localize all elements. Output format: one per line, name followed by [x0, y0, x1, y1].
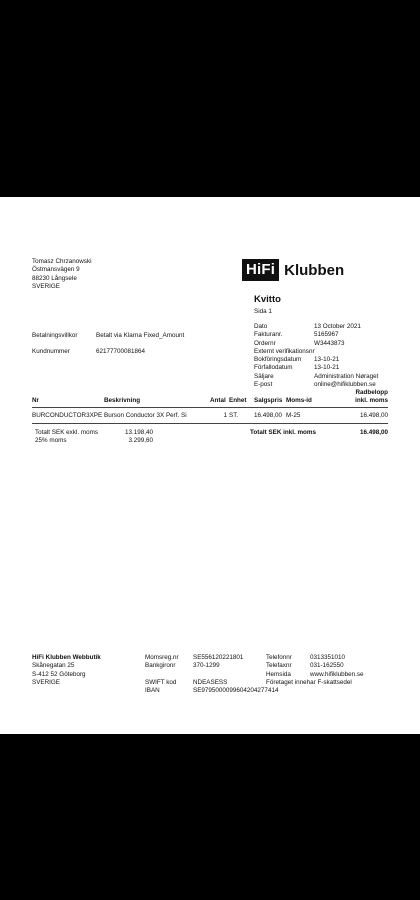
vat-label: 25% moms: [35, 437, 67, 444]
receipt-page: [0, 197, 420, 734]
customer-number-label: Kundnummer: [32, 348, 70, 355]
row-unit: ST.: [229, 412, 239, 419]
footer-label-fax: Telefaxnr: [266, 662, 292, 670]
header-total-line2: inkl. moms: [355, 397, 388, 405]
row-nr: BURCONDUCTOR3XPE: [32, 412, 103, 419]
row-description: Burson Conductor 3X Perf. Si: [104, 412, 187, 419]
meta-value-due: 13-10-21: [314, 364, 340, 372]
footer-value-vatreg: SE556120221801: [193, 654, 244, 661]
customer-address: [32, 258, 92, 291]
meta-value-booking: 13-10-21: [314, 356, 340, 364]
footer-label-blank: [145, 671, 179, 679]
footer-label-phone: Telefonnr: [266, 654, 292, 661]
footer-label-iban: IBAN: [145, 687, 160, 695]
meta-value-seller: Administration Nøraget: [314, 372, 379, 380]
meta-label-due: Förfallodatum: [254, 364, 293, 372]
meta-label-email: E-post: [254, 381, 273, 389]
header-unit: Enhet: [229, 397, 247, 404]
meta-label-order: Ordernr: [254, 339, 276, 347]
footer-company-name: HiFi Klubben Webbutik: [32, 654, 101, 661]
header-nr: Nr: [32, 397, 39, 404]
payment-terms-label: Betalningsvillkor: [32, 332, 78, 339]
footer-value-iban: SE9795000099604204277414: [193, 687, 279, 695]
footer-label-web: Hemsida: [266, 670, 291, 678]
meta-values: [314, 323, 378, 389]
footer-label-swift: SWIFT kod: [145, 678, 177, 686]
meta-label-date: Dato: [254, 323, 268, 330]
meta-label-invoice: Fakturanr.: [254, 331, 283, 339]
footer-right-values: [310, 654, 364, 679]
footer-street: Skånegatan 25: [32, 662, 75, 670]
footer-mid-labels: [145, 654, 179, 695]
meta-value-date: 13 October 2021: [314, 323, 361, 330]
row-quantity: 1: [223, 412, 227, 419]
total-excl-label: Totalt SEK exkl. moms: [35, 429, 98, 436]
meta-value-external: [314, 348, 378, 356]
footer-label-bankgiro: Bankgironr: [145, 662, 176, 670]
header-total-line1: Radbelopp: [355, 389, 388, 396]
header-description: Beskrivning: [104, 397, 141, 404]
header-quantity: Antal: [210, 397, 226, 404]
header-total: [340, 389, 388, 406]
footer-label-vatreg: Momsreg.nr: [145, 654, 179, 661]
meta-value-email: online@hifiklubben.se: [314, 381, 376, 389]
payment-terms-value: Betalt via Klarna Fixed_Amount: [96, 332, 185, 339]
meta-label-booking: Bokföringsdatum: [254, 356, 302, 364]
footer-country: SVERIGE: [32, 678, 60, 686]
total-incl-label: Totalt SEK inkl. moms: [250, 429, 317, 436]
header-divider: [32, 407, 388, 408]
page-number: Sida 1: [254, 308, 272, 315]
header-vat: Moms-id: [286, 397, 312, 404]
customer-country: SVERIGE: [32, 282, 60, 290]
vat-value: 3.299,60: [128, 437, 153, 444]
footer-value-fax: 031-162550: [310, 662, 344, 670]
meta-label-seller: Säljare: [254, 372, 274, 380]
footer-value-web: www.hifiklubben.se: [310, 670, 364, 678]
footer-right-labels: [266, 654, 292, 679]
header-price: Salgspris: [254, 397, 283, 404]
row-divider: [32, 423, 388, 424]
hifi-klubben-logo: [242, 259, 344, 281]
meta-labels: [254, 323, 315, 389]
total-excl-value: 13.198,40: [124, 429, 153, 436]
row-vat: M-25: [286, 412, 301, 419]
customer-postal: 88230 Långsele: [32, 274, 77, 282]
logo-mark: HiFi: [242, 259, 279, 281]
footer-postal: S-412 52 Göteborg: [32, 670, 86, 678]
customer-street: Östmansvägen 9: [32, 266, 80, 274]
footer-value-phone: 0313351010: [310, 654, 346, 661]
row-total: 16.498,00: [359, 412, 388, 419]
footer-tax-note: Företaget innehar F-skattsedel: [266, 679, 352, 686]
row-price: 16.498,00: [254, 412, 283, 419]
customer-number-value: 62177700081864: [96, 348, 146, 355]
footer-value-swift: NDEASESS: [193, 678, 228, 686]
meta-value-invoice: 5165967: [314, 331, 339, 339]
customer-name: Tomasz Chrzanowski: [32, 258, 92, 265]
meta-value-order: W3443873: [314, 339, 345, 347]
footer-value-bankgiro: 370-1299: [193, 662, 220, 670]
meta-label-external: Externt verifikationsnr: [254, 347, 315, 355]
document-title: Kvitto: [254, 294, 281, 305]
logo-word: Klubben: [284, 261, 345, 279]
total-incl-value: 16.498,00: [359, 429, 388, 436]
footer-company-block: [32, 654, 101, 687]
